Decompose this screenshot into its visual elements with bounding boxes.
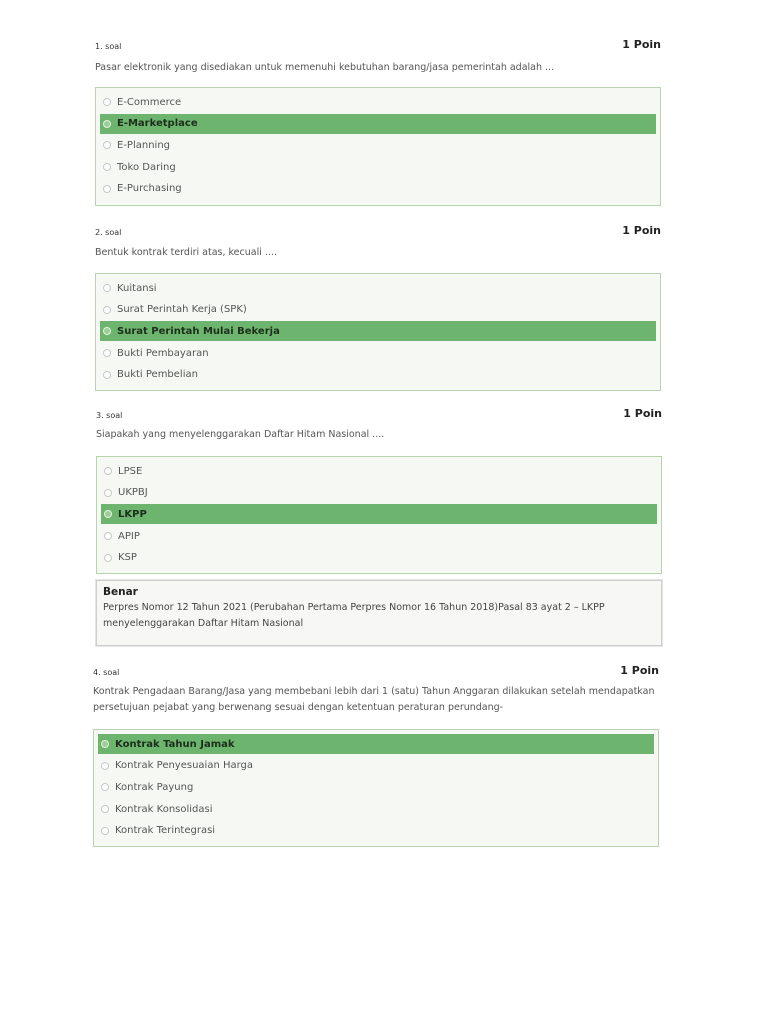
option-lpse[interactable] xyxy=(101,461,657,481)
question-points: 1 Poin xyxy=(622,38,661,51)
answer-options xyxy=(95,273,661,391)
radio-selected-icon[interactable] xyxy=(104,510,112,518)
option-e-planning[interactable] xyxy=(100,135,656,155)
radio-icon[interactable] xyxy=(101,827,109,835)
radio-icon[interactable] xyxy=(104,554,112,562)
radio-icon[interactable] xyxy=(103,371,111,379)
question-text: Siapakah yang menyelenggarakan Daftar Hitam Nasional .... xyxy=(96,429,385,440)
feedback-title: Benar xyxy=(103,586,138,598)
question-text: Pasar elektronik yang disediakan untuk memenuhi kebutuhan barang/jasa pemerintah adalah ... xyxy=(95,62,555,73)
option-toko-daring[interactable] xyxy=(100,157,656,177)
option-label: E-Marketplace xyxy=(117,118,198,130)
option-label: Toko Daring xyxy=(117,161,176,173)
option-label: APIP xyxy=(118,530,140,542)
option-kontrak-payung[interactable] xyxy=(98,777,654,797)
option-label: Surat Perintah Mulai Bekerja xyxy=(117,325,280,337)
radio-icon[interactable] xyxy=(103,349,111,357)
radio-icon[interactable] xyxy=(103,306,111,314)
option-label: Kontrak Penyesuaian Harga xyxy=(115,760,254,772)
option-label: Bukti Pembelian xyxy=(117,369,198,381)
option-label: E-Commerce xyxy=(117,96,182,108)
radio-icon[interactable] xyxy=(101,762,109,770)
question-points: 1 Poin xyxy=(620,664,659,677)
option-e-purchasing[interactable] xyxy=(100,179,656,199)
option-apip[interactable] xyxy=(101,526,657,546)
question-number: 1. soal xyxy=(95,42,122,51)
answer-options xyxy=(93,729,659,847)
radio-icon[interactable] xyxy=(104,467,112,475)
radio-icon[interactable] xyxy=(103,141,111,149)
option-label: Kontrak Tahun Jamak xyxy=(115,738,235,750)
option-bukti-pembayaran[interactable] xyxy=(100,343,656,363)
question-header xyxy=(96,407,662,427)
option-lkpp[interactable] xyxy=(101,504,657,524)
question-points: 1 Poin xyxy=(623,407,662,420)
option-e-commerce[interactable] xyxy=(100,92,656,112)
radio-icon[interactable] xyxy=(101,783,109,791)
option-label: Surat Perintah Kerja (SPK) xyxy=(117,304,247,316)
option-kontrak-tahun-jamak[interactable] xyxy=(98,734,654,754)
option-spk[interactable] xyxy=(100,300,656,320)
radio-selected-icon[interactable] xyxy=(103,327,111,335)
radio-icon[interactable] xyxy=(103,98,111,106)
option-kuitansi[interactable] xyxy=(100,278,656,298)
option-ksp[interactable] xyxy=(101,548,657,568)
question-points: 1 Poin xyxy=(622,224,661,237)
radio-icon[interactable] xyxy=(101,805,109,813)
option-bukti-pembelian[interactable] xyxy=(100,365,656,385)
option-spmk[interactable] xyxy=(100,321,656,341)
option-label: Kontrak Konsolidasi xyxy=(115,803,213,815)
question-3 xyxy=(96,407,662,646)
answer-feedback xyxy=(96,580,662,646)
option-label: Kontrak Terintegrasi xyxy=(115,825,216,837)
radio-icon[interactable] xyxy=(103,185,111,193)
question-text: Kontrak Pengadaan Barang/Jasa yang membebani lebih dari 1 (satu) Tahun Anggaran dilakukan setelah mendapatkan persetujuan pejabat yang berwenang sesuai dengan ketentuan peraturan perundang- xyxy=(93,686,655,713)
radio-icon[interactable] xyxy=(104,489,112,497)
option-e-marketplace[interactable] xyxy=(100,114,656,134)
question-header xyxy=(93,664,659,684)
option-kontrak-terintegrasi[interactable] xyxy=(98,821,654,841)
question-number: 2. soal xyxy=(95,228,122,237)
question-4 xyxy=(93,664,659,847)
option-label: LPSE xyxy=(118,465,143,477)
radio-icon[interactable] xyxy=(104,532,112,540)
radio-selected-icon[interactable] xyxy=(101,740,109,748)
feedback-text: Perpres Nomor 12 Tahun 2021 (Perubahan Pertama Perpres Nomor 16 Tahun 2018)Pasal 83 ayat 2 – LKPP menyelenggarakan Daftar Hitam Nasional xyxy=(103,602,605,629)
radio-selected-icon[interactable] xyxy=(103,120,111,128)
option-label: E-Planning xyxy=(117,139,171,151)
option-kontrak-penyesuaian-harga[interactable] xyxy=(98,756,654,776)
question-number: 4. soal xyxy=(93,668,120,677)
option-label: E-Purchasing xyxy=(117,183,182,195)
radio-icon[interactable] xyxy=(103,163,111,171)
option-label: Kontrak Payung xyxy=(115,781,194,793)
question-header xyxy=(95,38,661,58)
answer-options xyxy=(95,87,661,206)
answer-options xyxy=(96,456,662,574)
question-1 xyxy=(95,38,661,206)
question-number: 3. soal xyxy=(96,411,123,420)
option-label: LKPP xyxy=(118,508,147,520)
option-kontrak-konsolidasi[interactable] xyxy=(98,799,654,819)
question-2 xyxy=(95,224,661,391)
radio-icon[interactable] xyxy=(103,284,111,292)
question-header xyxy=(95,224,661,244)
option-label: Bukti Pembayaran xyxy=(117,347,209,359)
option-label: KSP xyxy=(118,552,137,564)
question-text: Bentuk kontrak terdiri atas, kecuali .... xyxy=(95,247,277,258)
option-ukpbj[interactable] xyxy=(101,483,657,503)
option-label: Kuitansi xyxy=(117,282,157,294)
option-label: UKPBJ xyxy=(118,487,148,499)
